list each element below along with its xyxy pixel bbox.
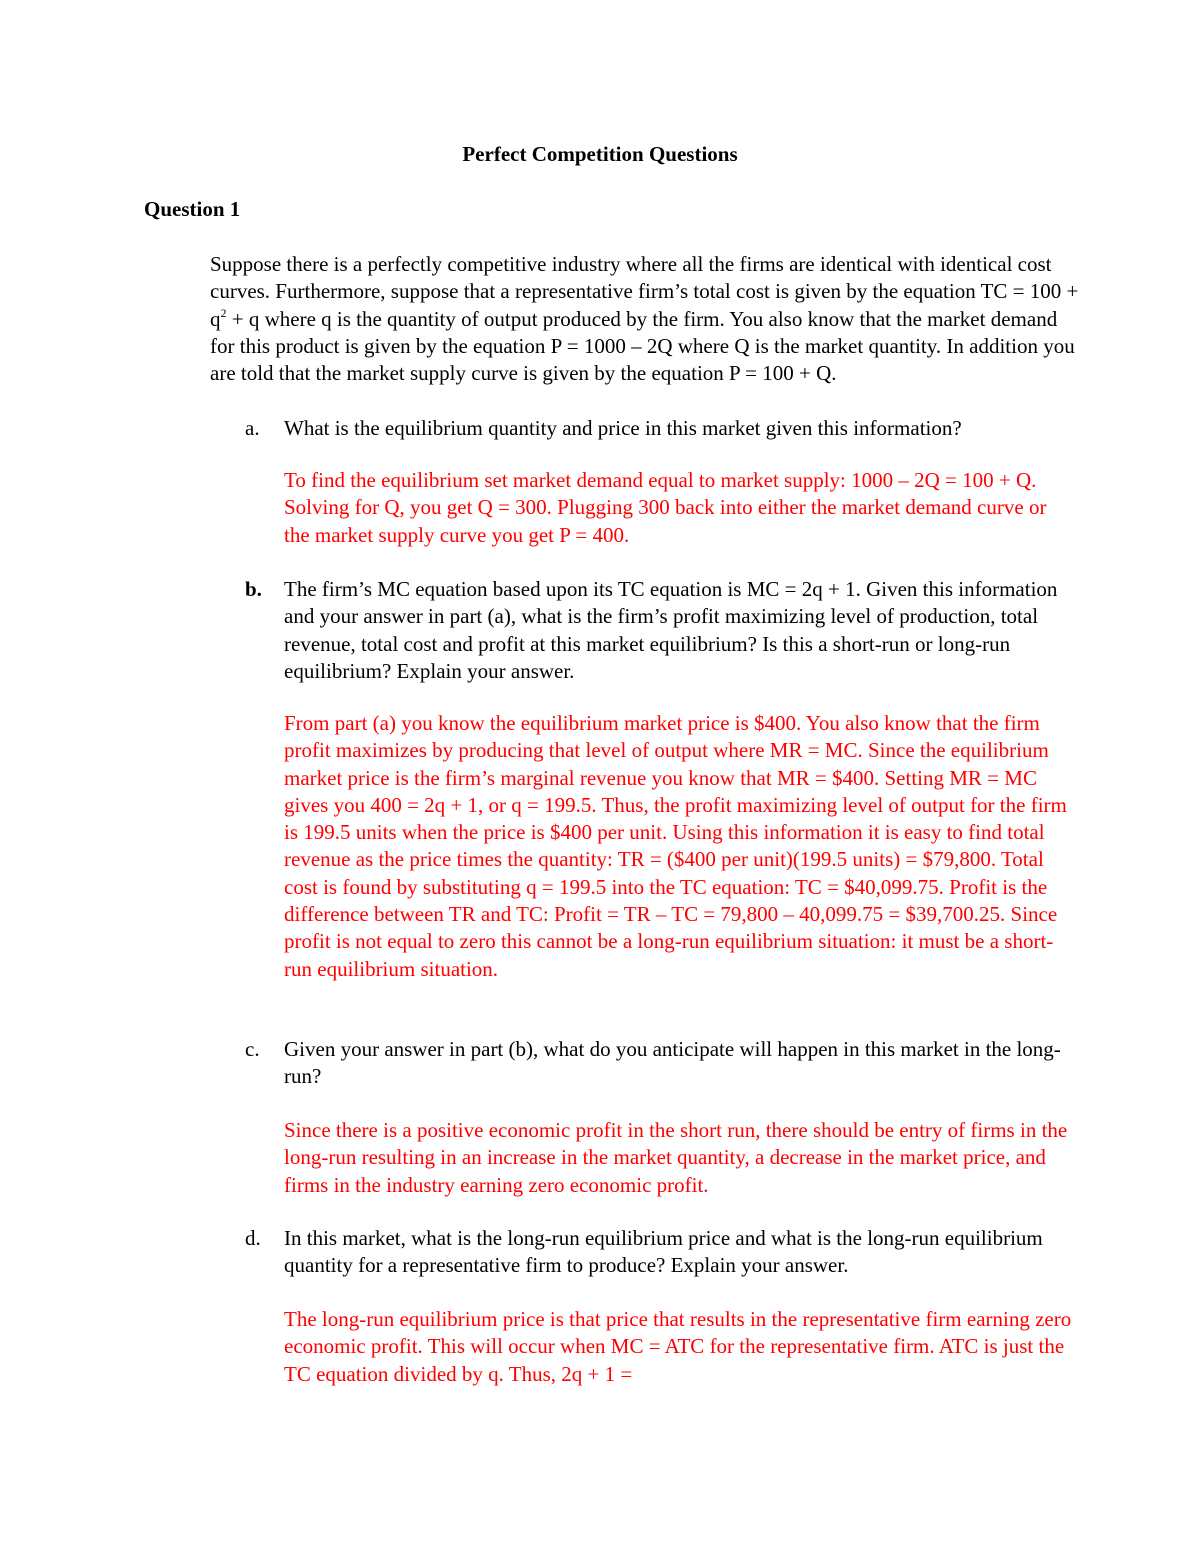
part-a-marker: a. [245,416,260,440]
part-d-answer: The long-run equilibrium price is that price that results in the representative firm earning zero economic profit. This will occur when MC = ATC for the representative firm. ATC is just the TC equation divided by q. Thus, 2q + 1 = [284,1307,1072,1386]
intro-text-part1: Suppose there is a perfectly competitive industry where all the firms are identical with identical cost curves. Furthermore, suppose that a representative firm’s total cost is given by the equation TC = 100 + q [210,252,1079,331]
part-d-marker: d. [245,1226,261,1250]
part-c-marker: c. [245,1037,260,1061]
part-b-answer: From part (a) you know the equilibrium market price is $400. You also know that the firm profit maximizes by producing that level of output where MR = MC. Since the equilibrium market price is the firm’s marginal revenue you know that MR = $400. Setting MR = MC gives you 400 = 2q + 1, or q = 199.5. Thus, the profit maximizing level of output for the firm is 199.5 units when the price is $400 per unit. Using this information it is easy to find total revenue as the price times the quantity: TR = ($400 per unit)(199.5 units) = $79,800. Total cost is found by substituting q = 199.5 into the TC equation: TC = $40,099.75. Profit is the difference between TR and TC: Profit = TR – TC = 79,800 – 40,099.75 = $39,700.25. Since profit is not equal to zero this cannot be a long-run equilibrium situation: it must be a short-run equilibrium situation. [284,711,1067,981]
part-a-question-text: What is the equilibrium quantity and price in this market given this information? [284,416,962,440]
part-b-marker: b. [245,577,262,601]
part-d-question-text: In this market, what is the long-run equilibrium price and what is the long-run equilibrium quantity for a representative firm to produce? Explain your answer. [284,1226,1043,1278]
part-a-answer: To find the equilibrium set market demand equal to market supply: 1000 – 2Q = 100 + Q. Solving for Q, you get Q = 300. Plugging 300 back into either the market demand curve or the market supply curve you get P = 400. [284,468,1047,547]
document-title: Perfect Competition Questions [462,142,738,166]
question-heading: Question 1 [144,197,241,221]
question-intro [210,251,1080,387]
part-c-question-text: Given your answer in part (b), what do you anticipate will happen in this market in the long-run? [284,1037,1061,1089]
part-b-question-text: The firm’s MC equation based upon its TC equation is MC = 2q + 1. Given this information and your answer in part (a), what is the firm’s profit maximizing level of production, total revenue, total cost and profit at this market equilibrium? Is this a short-run or long-run equilibrium? Explain your answer. [284,577,1058,683]
intro-text-part2: + q where q is the quantity of output produced by the firm. You also know that the market demand for this product is given by the equation P = 1000 – 2Q where Q is the market quantity. In addition you are told that the market supply curve is given by the equation P = 100 + Q. [210,306,1075,386]
intro-exponent: 2 [220,305,227,320]
part-c-answer: Since there is a positive economic profit in the short run, there should be entry of firms in the long-run resulting in an increase in the market quantity, a decrease in the market price, and firms in the industry earning zero economic profit. [284,1118,1068,1197]
